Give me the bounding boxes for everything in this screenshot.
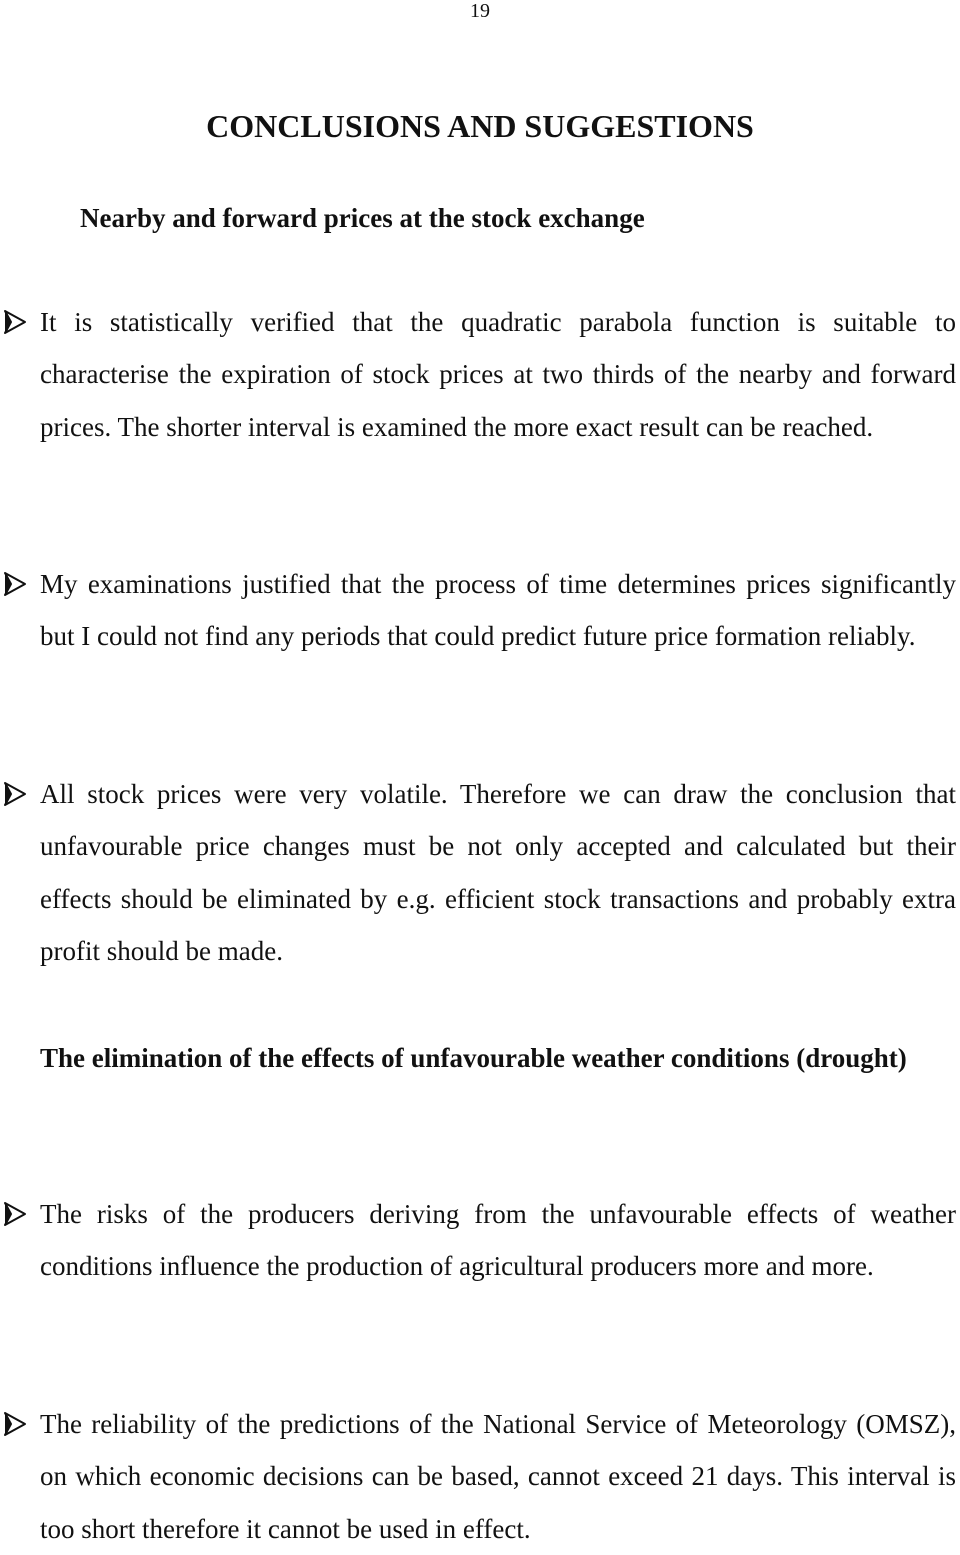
page-title: CONCLUSIONS AND SUGGESTIONS	[206, 108, 754, 144]
bullet-text: The risks of the producers deriving from the unfavourable effects of weather conditions influence the production of agricultural producers more and more.	[40, 1199, 956, 1282]
bullet-item	[40, 558, 956, 663]
arrowhead-bullet-icon	[3, 309, 27, 335]
arrowhead-bullet-icon	[3, 571, 27, 597]
bullet-item	[40, 1188, 956, 1293]
section-heading-weather: The elimination of the effects of unfavourable weather conditions (drought)	[40, 1043, 907, 1073]
page-number: 19	[470, 0, 490, 22]
bullet-text: The reliability of the predictions of the National Service of Meteorology (OMSZ), on which economic decisions can be based, cannot exceed 21 days. This interval is too short therefore it cannot be used in effect.	[40, 1409, 956, 1544]
bullet-text: My examinations justified that the process of time determines prices significantly but I could not find any periods that could predict future price formation reliably.	[40, 569, 956, 652]
bullet-item	[40, 1398, 956, 1555]
arrowhead-bullet-icon	[3, 1411, 27, 1437]
section-heading-stock-prices: Nearby and forward prices at the stock exchange	[80, 203, 645, 233]
bullet-item	[40, 768, 956, 978]
bullet-text: It is statistically verified that the quadratic parabola function is suitable to characterise the expiration of stock prices at two thirds of the nearby and forward prices. The shorter interval is examined the more exact result can be reached.	[40, 307, 956, 442]
bullet-item	[40, 296, 956, 453]
arrowhead-bullet-icon	[3, 1201, 27, 1227]
arrowhead-bullet-icon	[3, 781, 27, 807]
bullet-text: All stock prices were very volatile. Therefore we can draw the conclusion that unfavourable price changes must be not only accepted and calculated but their effects should be eliminated by e.g. efficient stock transactions and probably extra profit should be made.	[40, 779, 956, 967]
